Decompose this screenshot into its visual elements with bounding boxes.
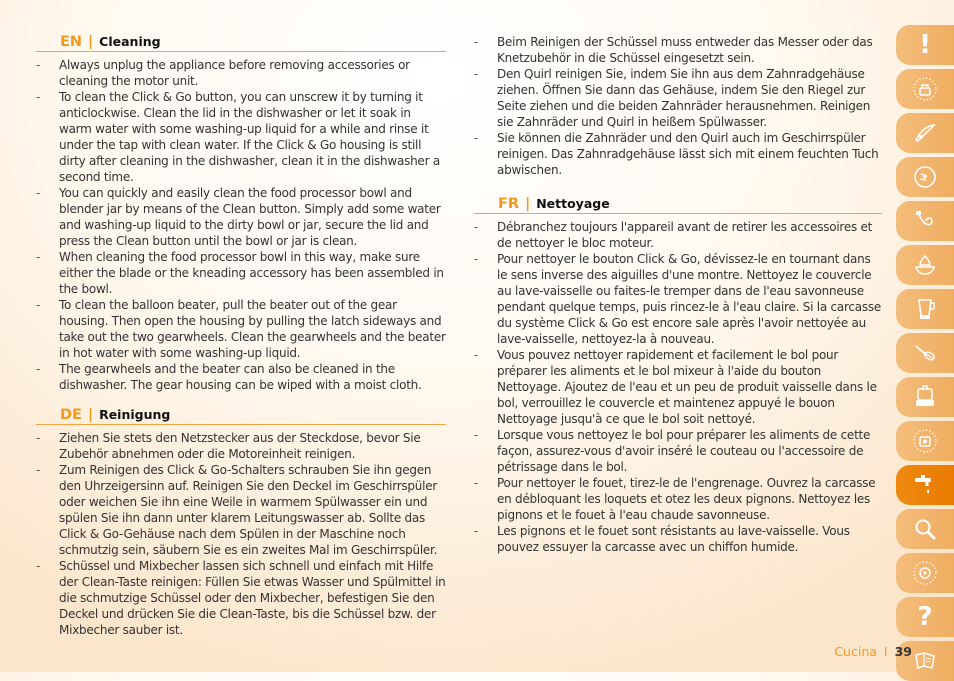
exclamation-icon: ! [919, 30, 931, 60]
list-item: - When cleaning the food processor bowl in this way, make sure either the blade or the kneading accessory has been assembled in the bowl. [36, 249, 446, 297]
tab-disc[interactable] [896, 157, 954, 197]
list-item: - Vous pouvez nettoyer rapidement et facilement le bol pour préparer les aliments et le bol mixeur à l'aide du bouton Nettoyage. Ajoutez de l'eau et un peu de produit vaisselle dans le bol, verrouillez le couvercle et maintenez appuyé le bouon Nettoyage jusqu'à ce que le bol soit nettoyé. [474, 347, 882, 427]
list-item: - Débranchez toujours l'appareil avant de retirer les accessoires et de nettoyer le bloc moteur. [474, 219, 882, 251]
list-item: - To clean the Click & Go button, you can unscrew it by turning it anticlockwise. Clean the lid in the dishwasher or let it soak in warm water with some washing-up liquid for a while and rinse it under the tap with clean water. If the Click & Go housing is still dirty after cleaning in the dishwasher, clean it in the dishwasher a second time. [36, 89, 446, 185]
lang-code-en: EN [60, 34, 83, 50]
tab-clean-badge[interactable] [896, 421, 954, 461]
kneading-hook-icon [912, 208, 938, 234]
lang-separator-de: | [87, 407, 94, 423]
instruction-list-fr [474, 219, 882, 555]
left-column [36, 34, 446, 638]
recipe-book-icon [912, 648, 938, 674]
click-go-badge-icon [912, 76, 938, 102]
tab-click-and-go[interactable] [896, 69, 954, 109]
list-item: - The gearwheels and the beater can also be cleaned in the dishwasher. The gear housing can be wiped with a moist cloth. [36, 361, 446, 393]
section-header-de [36, 407, 446, 425]
section-de [36, 407, 446, 638]
disc-icon [912, 164, 938, 190]
page-number: 39 [894, 644, 912, 659]
list-item: - Les pignons et le fouet sont résistants au lave-vaisselle. Vous pouvez essuyer la carcasse avec un chiffon humide. [474, 523, 882, 555]
instruction-list-en [36, 57, 446, 393]
tab-food-processor[interactable] [896, 377, 954, 417]
chapter-tabs [896, 25, 954, 632]
list-item: - Always unplug the appliance before removing accessories or cleaning the motor unit. [36, 57, 446, 89]
list-item: - Den Quirl reinigen Sie, indem Sie ihn aus dem Zahnradgehäuse ziehen. Öffnen Sie dann das Gehäuse, indem Sie den Riegel zur Seite ziehen und die beiden Zahnräder herausnehmen. Reinigen sie Zahnräder und Quirl in heißem Spülwasser. [474, 66, 882, 130]
list-item: - You can quickly and easily clean the food processor bowl and blender jar by means of the Clean button. Simply add some water and washing-up liquid to the dirty bowl or jar, secure the lid and press the Clean button until the bowl or jar is clean. [36, 185, 446, 249]
section-title-en: Cleaning [99, 34, 161, 49]
section-header-fr [474, 196, 882, 214]
list-item: - Beim Reinigen der Schüssel muss entweder das Messer oder das Knetzubehör in die Schüssel eingesetzt sein. [474, 34, 882, 66]
tab-help[interactable] [896, 597, 954, 637]
tab-citrus-press[interactable] [896, 245, 954, 285]
balloon-beater-icon [912, 340, 938, 366]
lang-code-fr: FR [498, 196, 520, 212]
clean-badge-icon [912, 428, 938, 454]
blender-jar-icon [912, 296, 938, 322]
list-item: - Pour nettoyer le bouton Click & Go, dévissez-le en tournant dans le sens inverse des aiguilles d'une montre. Nettoyez le couvercle au lave-vaisselle ou faites-le tremper dans de l'eau savonneuse pendant quelque temps, puis rincez-le à l'eau claire. Si la carcasse du système Click & Go est encore sale après l'avoir nettoyée au lave-vaisselle, nettoyez-la à nouveau. [474, 251, 882, 347]
lang-separator-en: | [88, 34, 94, 50]
magnifier-icon [912, 516, 938, 542]
tap-water-icon [912, 472, 938, 498]
section-title-fr: Nettoyage [536, 196, 610, 211]
list-item: - Lorsque vous nettoyez le bol pour préparer les aliments de cette façon, assurez-vous d'avoir inséré le couteau ou l'accessoire de pétrissage dans le bol. [474, 427, 882, 475]
section-title-de: Reinigung [99, 407, 171, 422]
section-fr [474, 196, 882, 555]
list-item: - Ziehen Sie stets den Netzstecker aus der Steckdose, bevor Sie Zubehör abnehmen oder die Motoreinheit reinigen. [36, 430, 446, 462]
list-item: - Schüssel und Mixbecher lassen sich schnell und einfach mit Hilfe der Clean-Taste reinigen: Füllen Sie etwas Wasser und Spülmittel in die schmutzige Schüssel oder den Mixbecher, befestigen Sie den Deckel und drücken Sie die Clean-Taste, bis die Schüssel bzw. der Mixbecher sauber ist. [36, 558, 446, 638]
tab-beater[interactable] [896, 333, 954, 373]
list-item: - Zum Reinigen des Click & Go-Schalters schrauben Sie ihn gegen den Uhrzeigersinn auf. Reinigen Sie den Deckel im Geschirrspüler oder weichen Sie ihn eine Weile in warmem Spülwasser ein und spülen Sie ihn dann unter klarem Leitungswasser ab. Sollte das Click & Go-Gehäuse nach dem Spülen in der Maschine noch schmutzig sein, säubern Sie es ein zweites Mal im Geschirrspüler. [36, 462, 446, 558]
tab-recipes-badge[interactable] [896, 553, 954, 593]
instruction-list-de [36, 430, 446, 638]
instruction-list-de-continued [474, 34, 882, 178]
question-icon: ? [917, 602, 933, 632]
footer-separator: I [883, 644, 888, 659]
lang-code-de: DE [60, 407, 82, 423]
footer-section-name: Cucina [834, 644, 877, 659]
list-item: - To clean the balloon beater, pull the beater out of the gear housing. Then open the housing by pulling the latch sideways and take out the two gearwheels. Clean the gearwheels and the beater in hot water with some washing-up liquid. [36, 297, 446, 361]
right-column [474, 34, 882, 555]
tab-blade[interactable] [896, 113, 954, 153]
food-processor-icon [912, 384, 938, 410]
tab-blender[interactable] [896, 289, 954, 329]
section-header-en [36, 34, 446, 52]
recipes-badge-icon [912, 560, 938, 586]
list-item: - Pour nettoyer le fouet, tirez-le de l'engrenage. Ouvrez la carcasse en débloquant les loquets et otez les deux pignons. Nettoyez les pignons et le fouet à l'eau chaude savonneuse. [474, 475, 882, 523]
section-en [36, 34, 446, 393]
lang-separator-fr: | [525, 196, 531, 212]
blade-icon [912, 120, 938, 146]
tab-search[interactable] [896, 509, 954, 549]
tab-important[interactable] [896, 25, 954, 65]
tab-kneading[interactable] [896, 201, 954, 241]
page-footer [834, 644, 912, 659]
citrus-press-icon [912, 252, 938, 278]
tab-cleaning[interactable] [896, 465, 954, 505]
list-item: - Sie können die Zahnräder und den Quirl auch im Geschirrspüler reinigen. Das Zahnradgehäuse lässt sich mit einem feuchten Tuch abwischen. [474, 130, 882, 178]
